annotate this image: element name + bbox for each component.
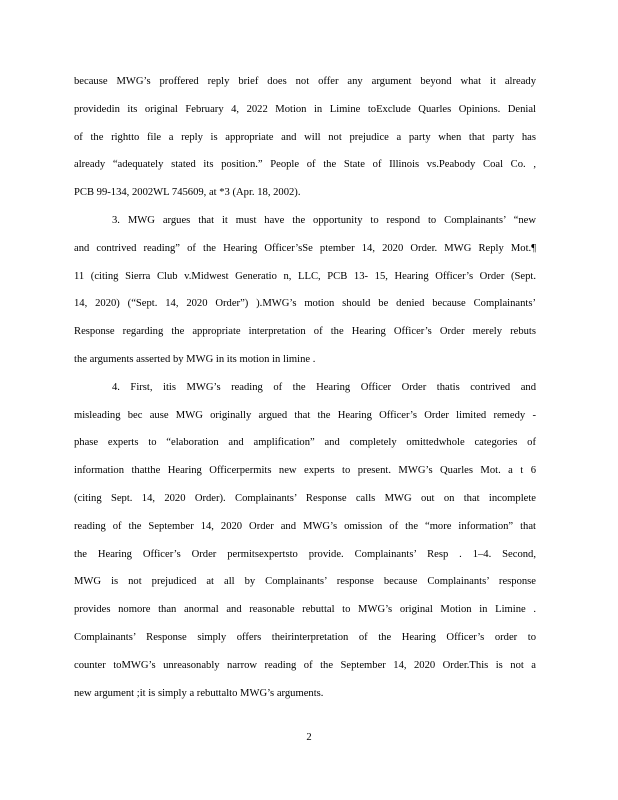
text-line: reading of the September 14, 2020 Order and MWG’s omission of the “more information” that [74,520,536,532]
text-line: PCB 99-134, 2002WL 745609, at *3 (Apr. 18, 2002). [74,187,301,199]
text-line: Complainants’ Response simply offers theirinterpretation of the Hearing Officer’s order to [74,631,536,643]
text-line: provides nomore than anormal and reasonable rebuttal to MWG’s original Motion in Limine . [74,604,536,616]
body-text [74,68,536,707]
text-line: misleading bec ause MWG originally argued that the Hearing Officer’s Order limited remedy - [74,409,536,421]
text-line: 14, 2020) (“Sept. 14, 2020 Order”) ).MWG’s motion should be denied because Complainants’ [74,298,536,310]
text-line: because MWG’s proffered reply brief does not offer any argument beyond what it already [74,76,536,87]
text-line: the arguments asserted by MWG in its motion in limine . [74,353,316,365]
text-line: Response regarding the appropriate interpretation of the Hearing Officer’s Order merely rebuts [74,326,536,338]
page-number: 2 [306,732,312,743]
paragraph-3-start: 3. MWG argues that it must have the opportunity to respond to Complainants’ “new [112,214,536,226]
text-line: providedin its original February 4, 2022 Motion in Limine toExclude Quarles Opinions. Denial [74,103,536,115]
text-line: 11 (citing Sierra Club v.Midwest Generatio n, LLC, PCB 13- 15, Hearing Officer’s Order (Sept. [74,270,536,282]
text-line: the Hearing Officer’s Order permitsexpertsto provide. Complainants’ Resp . 1–4. Second, [74,548,536,560]
text-line: and contrived reading” of the Hearing Officer’sSe ptember 14, 2020 Order. MWG Reply Mot.¶ [74,242,536,254]
text-line: of the rightto file a reply is appropriate and will not prejudice a party when that party has [74,131,536,143]
text-line: phase experts to “elaboration and amplification” and completely omittedwhole categories of [74,437,536,449]
text-line: information thatthe Hearing Officerpermits new experts to present. MWG’s Quarles Mot. a t 6 [74,465,536,477]
text-line: new argument ;it is simply a rebuttalto MWG’s arguments. [74,687,324,699]
text-line: counter toMWG’s unreasonably narrow reading of the September 14, 2020 Order.This is not a [74,659,536,671]
text-line: MWG is not prejudiced at all by Complainants’ response because Complainants’ response [74,576,536,588]
paragraph-4-start: 4. First, itis MWG’s reading of the Hearing Officer Order thatis contrived and [112,381,536,393]
text-line: already “adequately stated its position.” People of the State of Illinois vs.Peabody Coal Co. , [74,159,536,171]
text-line: (citing Sept. 14, 2020 Order). Complainants’ Response calls MWG out on that incomplete [74,492,536,504]
